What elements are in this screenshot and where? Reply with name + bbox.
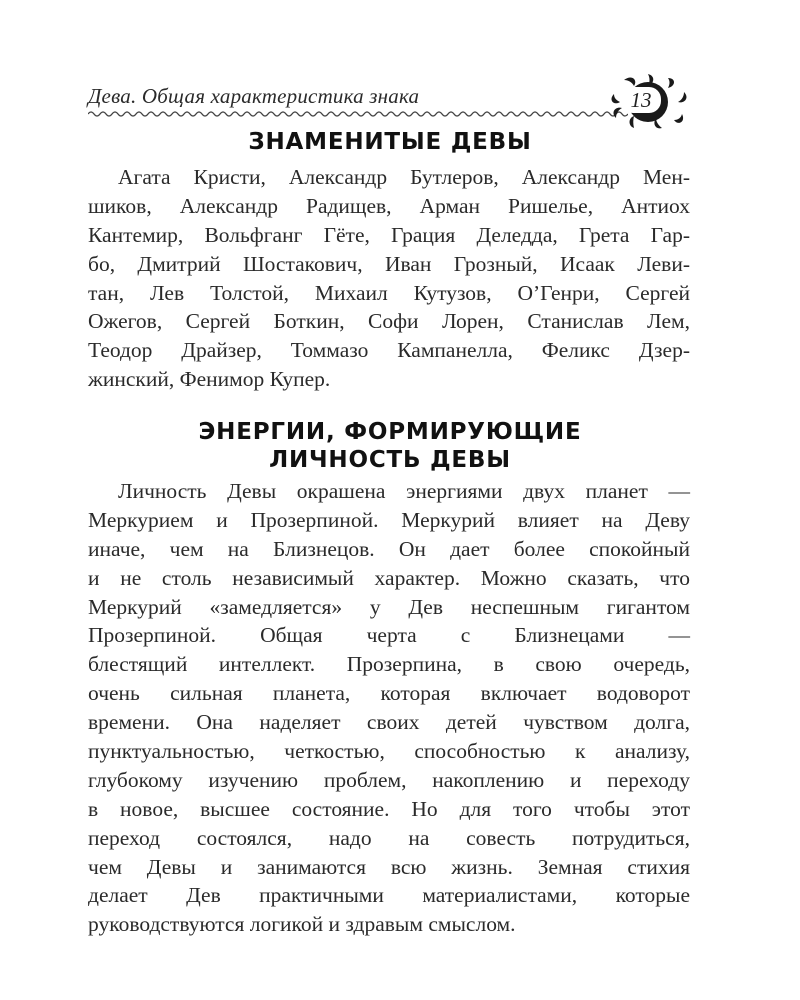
text-line: времени. Она наделяет своих детей чувством долга, — [88, 710, 690, 735]
text-line: и не столь независимый характер. Можно сказать, что — [88, 565, 690, 590]
text-line: Теодор Драйзер, Томмазо Кампанелла, Феликс Дзер- — [88, 338, 690, 363]
page-number: 13 — [621, 87, 661, 113]
text-line: глубокому изучению проблем, накоплению и переходу — [88, 767, 690, 792]
section-heading-line: ЭНЕРГИИ, ФОРМИРУЮЩИЕ — [198, 419, 582, 445]
running-header — [88, 82, 688, 116]
text-line: пунктуальностью, четкостью, способностью к анализу, — [88, 739, 690, 764]
text-line: переход состоялся, надо на совесть потрудиться, — [88, 825, 690, 850]
text-line: чем Девы и занимаются всю жизнь. Земная стихия — [88, 854, 690, 879]
famous-virgos-paragraph — [88, 163, 690, 394]
text-line: Ожегов, Сергей Боткин, Софи Лорен, Станислав Лем, — [88, 309, 690, 334]
text-line: Личность Девы окрашена энергиями двух планет — — [118, 479, 690, 503]
section-heading-energies — [100, 418, 680, 474]
energies-paragraph — [88, 477, 690, 939]
text-line: жинский, Фенимор Купер. — [88, 367, 331, 392]
running-header-title: Дева. Общая характеристика знака — [88, 84, 420, 108]
text-line: Меркурием и Прозерпиной. Меркурий влияет на Деву — [88, 507, 690, 532]
text-line: в новое, высшее состояние. Но для того чтобы этот — [88, 796, 690, 821]
text-line: шиков, Александр Радищев, Арман Ришелье, Антиох — [88, 193, 690, 218]
text-line: делает Дев практичными материалистами, которые — [88, 883, 690, 908]
text-line: очень сильная планета, которая включает водоворот — [88, 681, 690, 706]
wavy-rule — [88, 110, 628, 118]
section-heading-line: ЛИЧНОСТЬ ДЕВЫ — [269, 447, 511, 473]
text-line: тан, Лев Толстой, Михаил Кутузов, О’Генри, Сергей — [88, 280, 690, 305]
text-line: Агата Кристи, Александр Бутлеров, Александр Мен- — [118, 165, 690, 189]
text-line: бо, Дмитрий Шостакович, Иван Грозный, Исаак Леви- — [88, 251, 690, 276]
text-line: Меркурий «замедляется» у Дев неспешным гигантом — [88, 594, 690, 619]
text-line: иначе, чем на Близнецов. Он дает более спокойный — [88, 536, 690, 561]
section-heading-famous-virgos: ЗНАМЕНИТЫЕ ДЕВЫ — [248, 129, 532, 155]
text-line: Прозерпиной. Общая черта с Близнецами — — [88, 623, 690, 648]
text-line: блестящий интеллект. Прозерпина, в свою очередь, — [88, 652, 690, 677]
text-line: Кантемир, Вольфганг Гёте, Грация Деледда, Грета Гар- — [88, 222, 690, 247]
text-line: руководствуются логикой и здравым смыслом. — [88, 912, 516, 937]
